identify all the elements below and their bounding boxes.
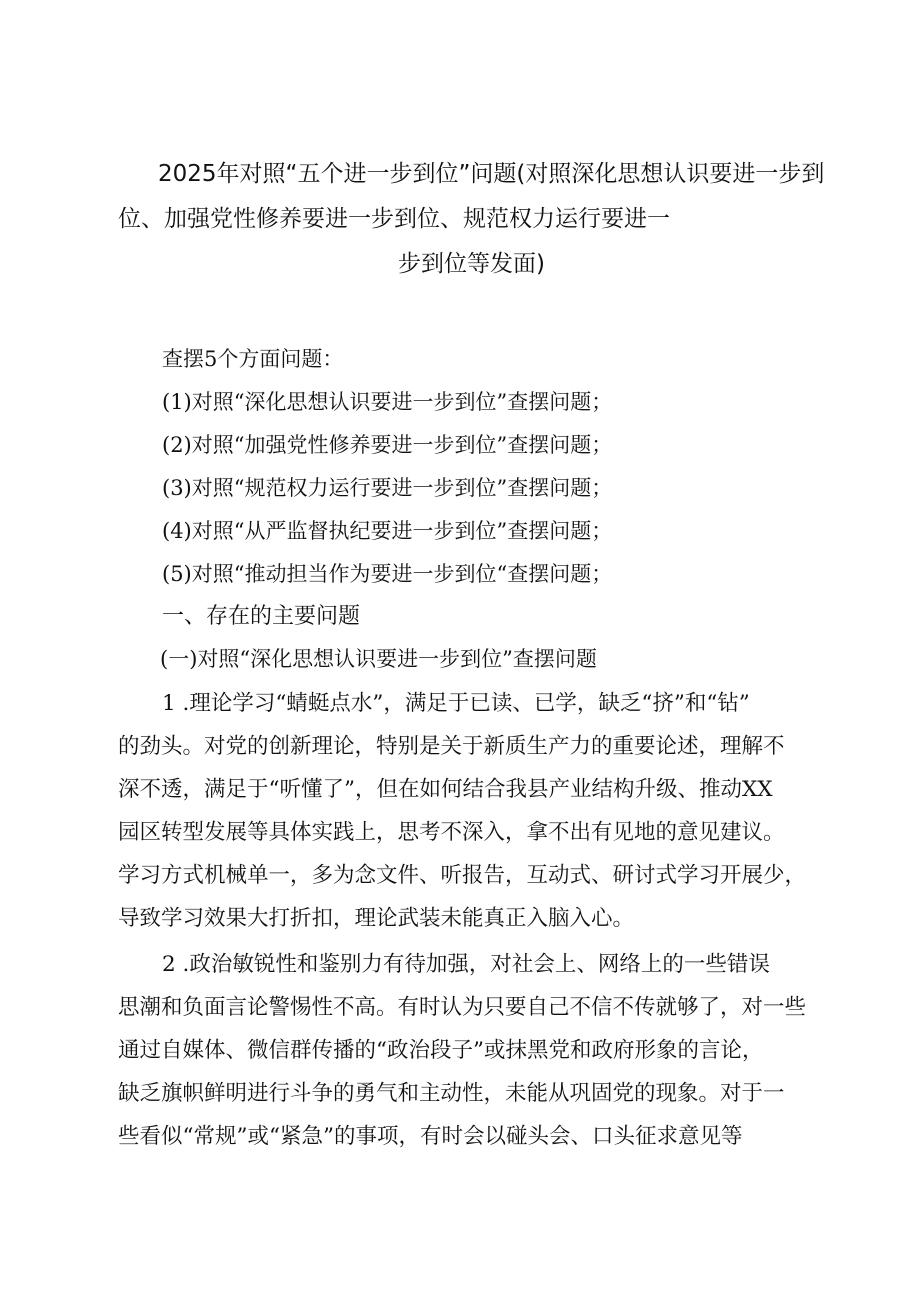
paragraph-line: 缺乏旗帜鲜明进行斗争的勇气和主动性，未能从巩固党的现象。对于一	[118, 1081, 785, 1106]
paragraph-line: 园区转型发展等具体实践上，思考不深入，拿不出有见地的意见建议。	[118, 820, 785, 845]
paragraph-line: 1 .理论学习“蜻蜓点水”，满足于已读、已学，缺乏“挤”和“钻”	[162, 691, 750, 716]
paragraph-line: 的劲头。对党的创新理论，特别是关于新质生产力的重要论述，理解不	[118, 734, 785, 759]
paragraph-line: 通过自媒体、微信群传播的“政治段子”或抹黑党和政府形象的言论，	[118, 1038, 764, 1063]
intro-item: (4)对照“从严监督执纪要进一步到位”查摆问题；	[162, 519, 613, 543]
subsection-heading: (一)对照“深化思想认识要进一步到位”查摆问题	[160, 647, 597, 671]
paragraph-line: 导致学习效果大打折扣，理论武装未能真正入脑入心。	[118, 906, 635, 931]
paragraph-line: 学习方式机械单一，多为念文件、听报告，互动式、研讨式学习开展少，	[118, 863, 807, 888]
paragraph-line: 些看似“常规”或“紧急”的事项，有时会以碰头会、口头征求意见等	[118, 1124, 743, 1149]
intro-item: (2)对照“加强党性修养要进一步到位”查摆问题；	[162, 433, 613, 457]
paragraph-line: 2 .政治敏锐性和鉴别力有待加强，对社会上、网络上的一些错误	[162, 952, 770, 977]
title-line: 位、加强党性修养要进一步到位、规范权力运行要进一	[118, 206, 670, 232]
paragraph-line: 思潮和负面言论警惕性不高。有时认为只要自己不信不传就够了，对一些	[118, 995, 807, 1020]
paragraph-line: 深不透，满足于“听懂了”，但在如何结合我县产业结构升级、推动XX	[118, 777, 773, 802]
intro-item: (3)对照“规范权力运行要进一步到位”查摆问题；	[162, 476, 613, 500]
section-heading: 一、存在的主要问题	[162, 604, 361, 629]
title-line: 步到位等发面)	[398, 251, 545, 277]
intro-item: (5)对照“推动担当作为要进一步到位“查摆问题；	[162, 562, 613, 586]
intro-item: (1)对照“深化思想认识要进一步到位”查摆问题；	[162, 390, 613, 414]
paragraph-2	[118, 943, 858, 1158]
title-line: 2025年对照“五个进一步到位”问题(对照深化思想认识要进一步到	[158, 161, 825, 187]
intro-list	[118, 338, 848, 596]
intro-lead: 查摆5个方面问题：	[162, 347, 344, 371]
paragraph-1	[118, 682, 858, 940]
document-title	[118, 152, 848, 287]
